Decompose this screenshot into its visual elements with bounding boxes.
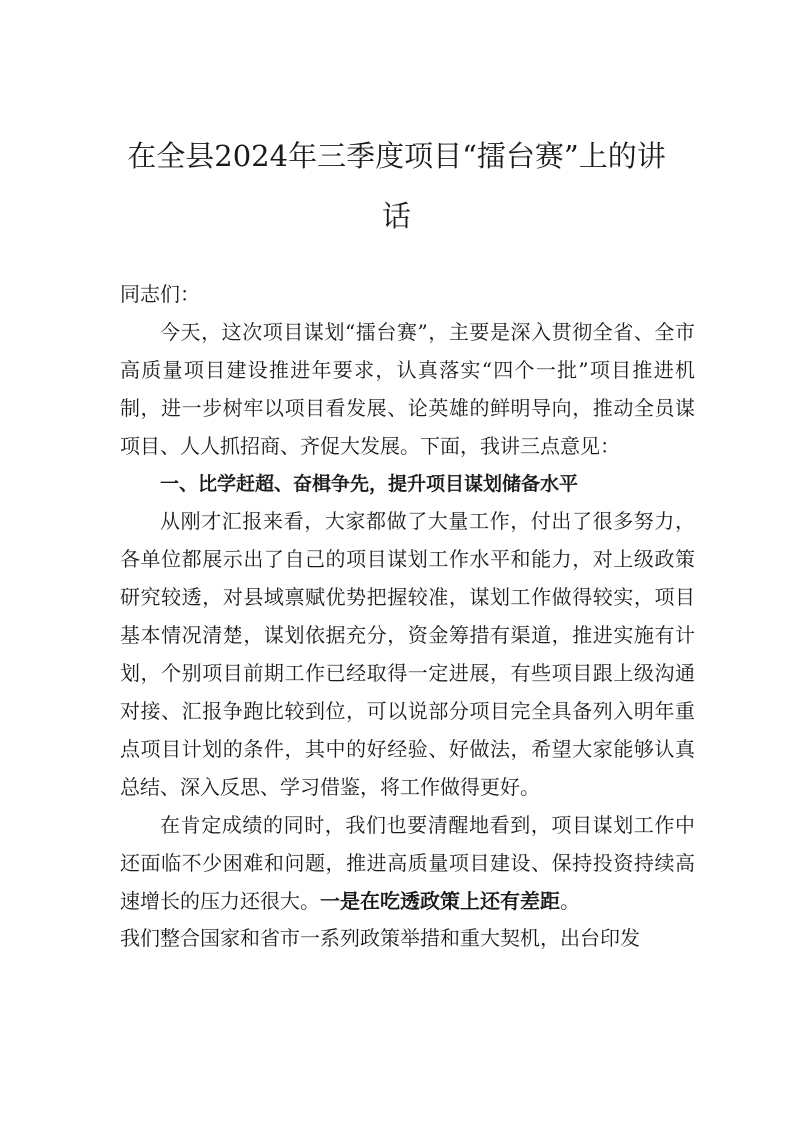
document-body [120, 276, 695, 958]
paragraph-problems-bold: 一是在吃透政策上还有差距 [320, 888, 560, 913]
paragraph-intro: 今天，这次项目谋划“擂台赛”，主要是深入贯彻全省、全市高质量项目建设推进年要求，认真落实“四个一批”项目推进机制，进一步树牢以项目看发展、论英雄的鲜明导向，推动全员谋项目、人人抓招商、齐促大发展。下面，我讲三点意见： [120, 319, 695, 458]
document-title [100, 126, 693, 246]
paragraph-achievements: 从刚才汇报来看，大家都做了大量工作，付出了很多努力，各单位都展示出了自己的项目谋划工作水平和能力，对上级政策研究较透，对县域禀赋优势把握较准，谋划工作做得较实，项目基本情况清楚，谋划依据充分，资金筹措有渠道，推进实施有计划，个别项目前期工作已经取得一定进展，有些项目跟上级沟通对接、汇报争跑比较到位，可以说部分项目完全具备列入明年重点项目计划的条件，其中的好经验、好做法，希望大家能够认真总结、深入反思、学习借鉴，将工作做得更好。 [120, 509, 695, 799]
paragraph-problems-text: 在肯定成绩的同时，我们也要清醒地看到，项目谋划工作中还面临不少困难和问题，推进高质量项目建设、保持投资持续高速增长的压力还很大。 [120, 812, 695, 913]
title-line-1: 在全县2024年三季度项目“擂台赛”上的讲 [127, 139, 666, 173]
salutation: 同志们： [120, 282, 200, 306]
title-line-2: 话 [381, 199, 411, 233]
paragraph-problems [120, 807, 695, 921]
paragraph-problems-end: 。 [560, 888, 580, 913]
paragraph-policy: 我们整合国家和省市一系列政策举措和重大契机，出台印发 [120, 926, 640, 951]
section-heading-1: 一、比学赶超、奋楫争先，提升项目谋划储备水平 [160, 472, 579, 495]
